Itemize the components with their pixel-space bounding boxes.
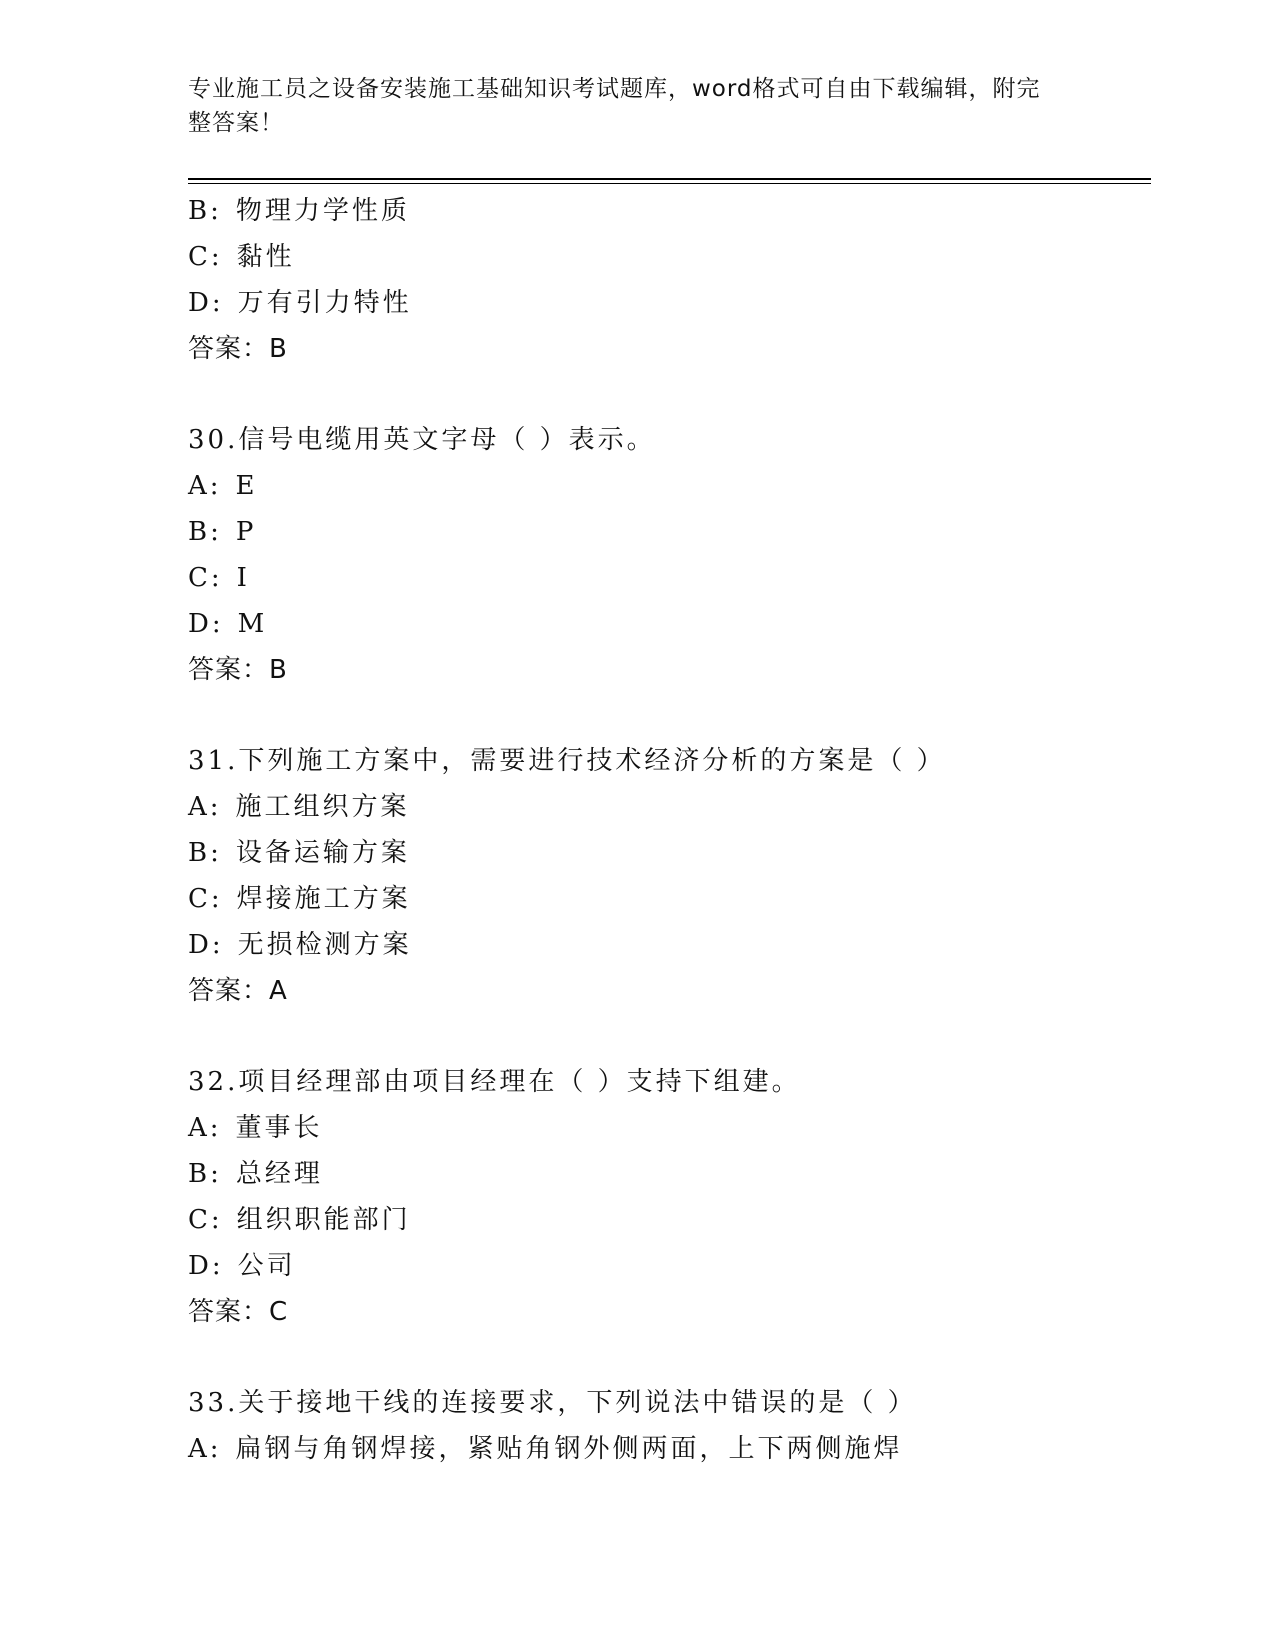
option-text: 无损检测方案	[237, 930, 412, 960]
question-29-continued	[188, 188, 1151, 372]
option-label: D:	[188, 930, 224, 960]
option-a	[188, 463, 1151, 509]
option-label: C:	[188, 1205, 223, 1235]
option-text: 万有引力特性	[237, 288, 412, 318]
option-d	[188, 601, 1151, 647]
answer-line: 答案：A	[188, 976, 288, 1006]
option-text: P	[235, 517, 257, 547]
option-text: 物理力学性质	[235, 196, 410, 226]
option-label: A:	[188, 792, 222, 822]
option-b	[188, 188, 1151, 234]
option-label: B:	[188, 196, 222, 226]
option-d	[188, 1243, 1151, 1289]
option-b	[188, 509, 1151, 555]
option-label: A:	[188, 1434, 222, 1464]
option-text: 焊接施工方案	[236, 884, 411, 914]
option-text: 组织职能部门	[236, 1205, 411, 1235]
option-label: C:	[188, 242, 223, 272]
header-title-line-1: 专业施工员之设备安装施工基础知识考试题库，word格式可自由下载编辑，附完	[188, 76, 1041, 102]
option-label: A:	[188, 1113, 222, 1143]
option-text: E	[235, 471, 258, 501]
option-text: M	[237, 609, 268, 639]
option-label: B:	[188, 838, 222, 868]
question-stem: 30.信号电缆用英文字母（ ）表示。	[188, 425, 656, 455]
option-a	[188, 1426, 1151, 1472]
answer-line: 答案：C	[188, 1297, 289, 1327]
option-text: 公司	[237, 1251, 296, 1281]
question-30	[188, 417, 1151, 693]
question-stem: 32.项目经理部由项目经理在（ ）支持下组建。	[188, 1067, 801, 1097]
option-d	[188, 280, 1151, 326]
option-text: 总经理	[235, 1159, 323, 1189]
option-label: D:	[188, 609, 224, 639]
option-c	[188, 555, 1151, 601]
option-b	[188, 1151, 1151, 1197]
option-label: D:	[188, 1251, 224, 1281]
option-text: 黏性	[236, 242, 295, 272]
option-label: B:	[188, 517, 222, 547]
question-stem: 31.下列施工方案中，需要进行技术经济分析的方案是（ ）	[188, 746, 946, 776]
option-label: C:	[188, 884, 223, 914]
option-text: 董事长	[235, 1113, 323, 1143]
option-a	[188, 1105, 1151, 1151]
option-text: I	[236, 563, 250, 593]
option-a	[188, 784, 1151, 830]
option-c	[188, 1197, 1151, 1243]
option-c	[188, 234, 1151, 280]
question-31	[188, 738, 1151, 1014]
option-label: B:	[188, 1159, 222, 1189]
option-c	[188, 876, 1151, 922]
option-label: D:	[188, 288, 224, 318]
question-stem: 33.关于接地干线的连接要求，下列说法中错误的是（ ）	[188, 1388, 917, 1418]
header-divider-thin	[188, 183, 1151, 184]
option-text: 施工组织方案	[235, 792, 410, 822]
document-header	[188, 72, 1068, 140]
option-text: 扁钢与角钢焊接，紧贴角钢外侧两面，上下两侧施焊	[235, 1434, 903, 1464]
option-label: C:	[188, 563, 223, 593]
option-d	[188, 922, 1151, 968]
question-list	[188, 188, 1151, 1472]
header-title-line-2: 整答案！	[188, 110, 284, 136]
answer-line: 答案：B	[188, 655, 288, 685]
option-label: A:	[188, 471, 222, 501]
question-32	[188, 1059, 1151, 1335]
question-33	[188, 1380, 1151, 1472]
option-b	[188, 830, 1151, 876]
option-text: 设备运输方案	[235, 838, 410, 868]
header-divider-thick	[188, 178, 1151, 180]
answer-line: 答案：B	[188, 334, 288, 364]
